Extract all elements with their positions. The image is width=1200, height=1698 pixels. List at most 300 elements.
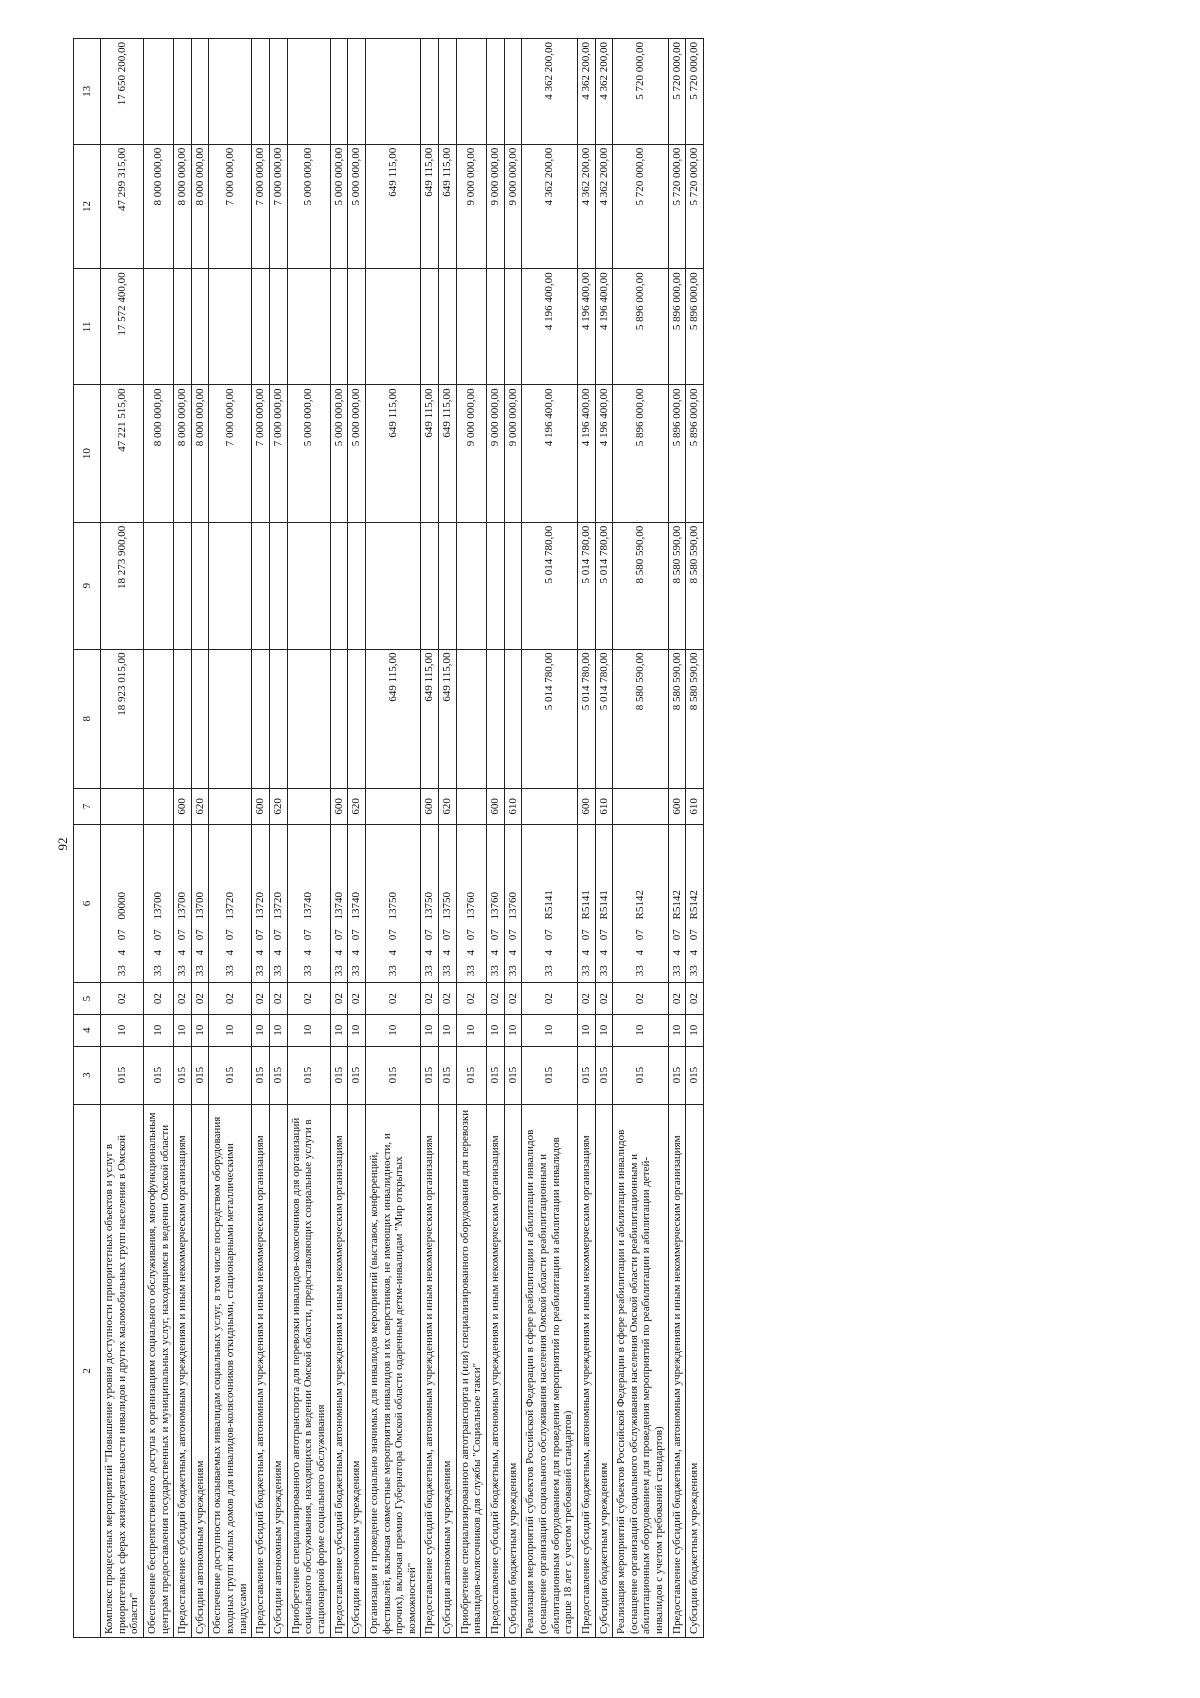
amount-cell: 5 896 000,00 xyxy=(686,385,704,522)
ministry-code-cell: 015 xyxy=(287,1046,330,1104)
section-code-cell: 10 xyxy=(686,1014,704,1046)
table-row xyxy=(143,39,173,1638)
amount-cell xyxy=(439,269,457,385)
header-cell: 10 xyxy=(74,385,101,522)
section-code-cell: 10 xyxy=(143,1014,173,1046)
target-article-cell: 33 4 07 13740 xyxy=(287,824,330,982)
amount-cell xyxy=(174,269,192,385)
expense-type-cell xyxy=(365,788,421,824)
ministry-code-cell: 015 xyxy=(613,1046,669,1104)
amount-cell xyxy=(209,649,252,788)
subsection-code-cell: 02 xyxy=(613,983,669,1015)
target-article-cell: 33 4 07 R5141 xyxy=(522,824,578,982)
ministry-code-cell: 015 xyxy=(577,1046,595,1104)
expense-type-cell: 610 xyxy=(686,788,704,824)
table-row xyxy=(348,39,366,1638)
header-cell: 12 xyxy=(74,144,101,269)
amount-cell xyxy=(365,269,421,385)
row-name-cell: Предоставление субсидий бюджетным, автономным учреждениям и иным некоммерческим организациям xyxy=(252,1104,270,1637)
amount-cell: 5 000 000,00 xyxy=(348,385,366,522)
ministry-code-cell: 015 xyxy=(209,1046,252,1104)
target-article-cell: 33 4 07 R5141 xyxy=(595,824,613,982)
amount-cell xyxy=(174,522,192,649)
amount-cell xyxy=(330,269,348,385)
row-name-cell: Обеспечение доступности оказываемых инвалидам социальных услуг, в том числе посредством оборудования входных групп жилых домов для инвалидов-колясочников откидными, стационарными металлическими пандусами xyxy=(209,1104,252,1637)
amount-cell xyxy=(174,649,192,788)
amount-cell xyxy=(439,522,457,649)
amount-cell xyxy=(365,39,421,145)
row-name-cell: Предоставление субсидий бюджетным, автономным учреждениям и иным некоммерческим организациям xyxy=(487,1104,505,1637)
amount-cell xyxy=(252,649,270,788)
amount-cell: 8 000 000,00 xyxy=(191,385,209,522)
amount-cell xyxy=(191,39,209,145)
amount-cell: 649 115,00 xyxy=(439,385,457,522)
amount-cell xyxy=(330,522,348,649)
section-code-cell: 10 xyxy=(365,1014,421,1046)
amount-cell: 649 115,00 xyxy=(421,385,439,522)
amount-cell xyxy=(209,39,252,145)
ministry-code-cell: 015 xyxy=(348,1046,366,1104)
table-row xyxy=(191,39,209,1638)
table-row xyxy=(504,39,522,1638)
target-article-cell: 33 4 07 R5142 xyxy=(668,824,686,982)
amount-cell xyxy=(487,522,505,649)
amount-cell: 4 362 200,00 xyxy=(577,39,595,145)
amount-cell: 4 196 400,00 xyxy=(595,385,613,522)
ministry-code-cell: 015 xyxy=(686,1046,704,1104)
amount-cell xyxy=(504,522,522,649)
table-row xyxy=(686,39,704,1638)
amount-cell: 7 000 000,00 xyxy=(252,385,270,522)
header-cell: 6 xyxy=(74,824,101,982)
amount-cell: 649 115,00 xyxy=(365,649,421,788)
table-row xyxy=(522,39,578,1638)
target-article-cell: 33 4 07 00000 xyxy=(101,824,144,982)
ministry-code-cell: 015 xyxy=(421,1046,439,1104)
amount-cell: 5 720 000,00 xyxy=(668,144,686,269)
table-row xyxy=(577,39,595,1638)
section-code-cell: 10 xyxy=(668,1014,686,1046)
target-article-cell: 33 4 07 13750 xyxy=(439,824,457,982)
subsection-code-cell: 02 xyxy=(191,983,209,1015)
amount-cell xyxy=(330,649,348,788)
row-name-cell: Субсидии бюджетным учреждениям xyxy=(686,1104,704,1637)
amount-cell: 8 000 000,00 xyxy=(174,385,192,522)
amount-cell: 17 572 400,00 xyxy=(101,269,144,385)
amount-cell: 4 362 200,00 xyxy=(595,39,613,145)
row-name-cell: Субсидии автономным учреждениям xyxy=(191,1104,209,1637)
budget-table-frame xyxy=(73,38,1173,1638)
amount-cell: 5 720 000,00 xyxy=(686,39,704,145)
target-article-cell: 33 4 07 13760 xyxy=(456,824,486,982)
amount-cell xyxy=(456,39,486,145)
amount-cell xyxy=(456,269,486,385)
header-cell: 11 xyxy=(74,269,101,385)
subsection-code-cell: 02 xyxy=(668,983,686,1015)
expense-type-cell: 600 xyxy=(577,788,595,824)
amount-cell: 649 115,00 xyxy=(365,385,421,522)
amount-cell: 7 000 000,00 xyxy=(209,385,252,522)
amount-cell: 649 115,00 xyxy=(421,649,439,788)
row-name-cell: Предоставление субсидий бюджетным, автономным учреждениям и иным некоммерческим организациям xyxy=(421,1104,439,1637)
amount-cell xyxy=(348,522,366,649)
amount-cell xyxy=(287,649,330,788)
amount-cell: 5 014 780,00 xyxy=(522,649,578,788)
amount-cell xyxy=(487,39,505,145)
subsection-code-cell: 02 xyxy=(330,983,348,1015)
amount-cell: 5 896 000,00 xyxy=(668,385,686,522)
ministry-code-cell: 015 xyxy=(522,1046,578,1104)
header-cell: 5 xyxy=(74,983,101,1015)
expense-type-cell: 620 xyxy=(439,788,457,824)
amount-cell: 5 000 000,00 xyxy=(330,144,348,269)
amount-cell xyxy=(143,39,173,145)
expense-type-cell: 610 xyxy=(504,788,522,824)
amount-cell xyxy=(365,522,421,649)
amount-cell xyxy=(252,39,270,145)
table-row xyxy=(365,39,421,1638)
subsection-code-cell: 02 xyxy=(252,983,270,1015)
row-name-cell: Субсидии бюджетным учреждениям xyxy=(504,1104,522,1637)
amount-cell: 4 362 200,00 xyxy=(577,144,595,269)
section-code-cell: 10 xyxy=(252,1014,270,1046)
expense-type-cell: 620 xyxy=(348,788,366,824)
amount-cell: 5 896 000,00 xyxy=(668,269,686,385)
amount-cell: 18 273 900,00 xyxy=(101,522,144,649)
section-code-cell: 10 xyxy=(270,1014,288,1046)
table-row xyxy=(421,39,439,1638)
row-name-cell: Предоставление субсидий бюджетным, автономным учреждениям и иным некоммерческим организациям xyxy=(174,1104,192,1637)
target-article-cell: 33 4 07 13720 xyxy=(252,824,270,982)
budget-table xyxy=(73,38,704,1638)
subsection-code-cell: 02 xyxy=(456,983,486,1015)
amount-cell xyxy=(348,269,366,385)
row-name-cell: Комплекс процессных мероприятий "Повышение уровня доступности приоритетных объектов и услуг в приоритетных сферах жизнедеятельности инвалидов и других маломобильных групп населения в Омской области" xyxy=(101,1104,144,1637)
amount-cell: 18 923 015,00 xyxy=(101,649,144,788)
amount-cell: 4 362 200,00 xyxy=(522,39,578,145)
row-name-cell: Реализация мероприятий субъектов Российской Федерации в сфере реабилитации и абилитации инвалидов (оснащение организаций социального обслуживания населения Омской области реабилитационным и абилитационным оборудованием для проведения мероприятий по реабилитации и абилитации инвалидов старше 18 лет с учетом требований стандартов) xyxy=(522,1104,578,1637)
row-name-cell: Реализация мероприятий субъектов Российской Федерации в сфере реабилитации и абилитации инвалидов (оснащение организаций социального обслуживания населения Омской области реабилитационным и абилитационным оборудованием для проведения мероприятий по реабилитации и абилитации детей-инвалидов с учетом требований стандартов) xyxy=(613,1104,669,1637)
header-cell: 8 xyxy=(74,649,101,788)
amount-cell xyxy=(270,522,288,649)
section-code-cell: 10 xyxy=(287,1014,330,1046)
ministry-code-cell: 015 xyxy=(504,1046,522,1104)
amount-cell: 9 000 000,00 xyxy=(487,144,505,269)
target-article-cell: 33 4 07 13740 xyxy=(330,824,348,982)
row-name-cell: Субсидии автономным учреждениям xyxy=(439,1104,457,1637)
amount-cell: 7 000 000,00 xyxy=(270,144,288,269)
ministry-code-cell: 015 xyxy=(101,1046,144,1104)
amount-cell xyxy=(174,39,192,145)
amount-cell: 8 580 590,00 xyxy=(668,522,686,649)
target-article-cell: 33 4 07 13740 xyxy=(348,824,366,982)
amount-cell: 9 000 000,00 xyxy=(504,144,522,269)
target-article-cell: 33 4 07 13750 xyxy=(365,824,421,982)
amount-cell xyxy=(421,39,439,145)
amount-cell: 9 000 000,00 xyxy=(456,144,486,269)
expense-type-cell: 600 xyxy=(487,788,505,824)
amount-cell: 5 014 780,00 xyxy=(595,649,613,788)
target-article-cell: 33 4 07 13700 xyxy=(174,824,192,982)
subsection-code-cell: 02 xyxy=(209,983,252,1015)
section-code-cell: 10 xyxy=(101,1014,144,1046)
expense-type-cell: 600 xyxy=(252,788,270,824)
amount-cell: 4 196 400,00 xyxy=(577,385,595,522)
expense-type-cell xyxy=(456,788,486,824)
amount-cell xyxy=(143,269,173,385)
table-row xyxy=(668,39,686,1638)
amount-cell: 4 196 400,00 xyxy=(577,269,595,385)
amount-cell: 649 115,00 xyxy=(365,144,421,269)
amount-cell: 649 115,00 xyxy=(439,649,457,788)
amount-cell: 9 000 000,00 xyxy=(504,385,522,522)
section-code-cell: 10 xyxy=(174,1014,192,1046)
target-article-cell: 33 4 07 13700 xyxy=(191,824,209,982)
expense-type-cell: 600 xyxy=(421,788,439,824)
amount-cell xyxy=(209,522,252,649)
amount-cell xyxy=(270,269,288,385)
amount-cell: 5 000 000,00 xyxy=(287,385,330,522)
expense-type-cell xyxy=(143,788,173,824)
expense-type-cell: 600 xyxy=(668,788,686,824)
row-name-cell: Субсидии автономным учреждениям xyxy=(348,1104,366,1637)
amount-cell: 5 014 780,00 xyxy=(577,522,595,649)
amount-cell xyxy=(487,269,505,385)
amount-cell: 8 000 000,00 xyxy=(191,144,209,269)
amount-cell xyxy=(421,522,439,649)
ministry-code-cell: 015 xyxy=(365,1046,421,1104)
subsection-code-cell: 02 xyxy=(577,983,595,1015)
amount-cell: 4 196 400,00 xyxy=(522,385,578,522)
amount-cell: 4 196 400,00 xyxy=(522,269,578,385)
subsection-code-cell: 02 xyxy=(595,983,613,1015)
row-name-cell: Предоставление субсидий бюджетным, автономным учреждениям и иным некоммерческим организациям xyxy=(577,1104,595,1637)
table-row xyxy=(270,39,288,1638)
expense-type-cell: 620 xyxy=(270,788,288,824)
table-row xyxy=(487,39,505,1638)
subsection-code-cell: 02 xyxy=(174,983,192,1015)
ministry-code-cell: 015 xyxy=(252,1046,270,1104)
amount-cell: 4 362 200,00 xyxy=(522,144,578,269)
amount-cell xyxy=(287,269,330,385)
table-row xyxy=(101,39,144,1638)
target-article-cell: 33 4 07 13720 xyxy=(209,824,252,982)
amount-cell xyxy=(252,522,270,649)
amount-cell xyxy=(348,649,366,788)
amount-cell xyxy=(143,649,173,788)
amount-cell xyxy=(504,649,522,788)
amount-cell: 8 580 590,00 xyxy=(613,522,669,649)
ministry-code-cell: 015 xyxy=(174,1046,192,1104)
ministry-code-cell: 015 xyxy=(143,1046,173,1104)
expense-type-cell xyxy=(613,788,669,824)
section-code-cell: 10 xyxy=(330,1014,348,1046)
amount-cell xyxy=(504,269,522,385)
amount-cell: 4 362 200,00 xyxy=(595,144,613,269)
header-cell: 2 xyxy=(74,1104,101,1637)
row-name-cell: Субсидии автономным учреждениям xyxy=(270,1104,288,1637)
table-row xyxy=(595,39,613,1638)
page-number: 92 xyxy=(55,837,70,851)
amount-cell xyxy=(456,522,486,649)
subsection-code-cell: 02 xyxy=(143,983,173,1015)
amount-cell xyxy=(252,269,270,385)
amount-cell xyxy=(456,649,486,788)
amount-cell: 9 000 000,00 xyxy=(456,385,486,522)
amount-cell: 8 000 000,00 xyxy=(143,144,173,269)
target-article-cell: 33 4 07 R5142 xyxy=(686,824,704,982)
amount-cell xyxy=(191,269,209,385)
amount-cell: 7 000 000,00 xyxy=(252,144,270,269)
amount-cell xyxy=(209,269,252,385)
expense-type-cell: 620 xyxy=(191,788,209,824)
amount-cell: 8 000 000,00 xyxy=(143,385,173,522)
amount-cell: 9 000 000,00 xyxy=(487,385,505,522)
amount-cell: 4 196 400,00 xyxy=(595,269,613,385)
table-row xyxy=(174,39,192,1638)
subsection-code-cell: 02 xyxy=(439,983,457,1015)
amount-cell xyxy=(143,522,173,649)
amount-cell: 47 221 515,00 xyxy=(101,385,144,522)
amount-cell xyxy=(348,39,366,145)
amount-cell xyxy=(487,649,505,788)
section-code-cell: 10 xyxy=(577,1014,595,1046)
ministry-code-cell: 015 xyxy=(668,1046,686,1104)
expense-type-cell xyxy=(522,788,578,824)
ministry-code-cell: 015 xyxy=(456,1046,486,1104)
amount-cell: 5 896 000,00 xyxy=(613,385,669,522)
amount-cell: 5 720 000,00 xyxy=(668,39,686,145)
amount-cell: 7 000 000,00 xyxy=(270,385,288,522)
ministry-code-cell: 015 xyxy=(270,1046,288,1104)
amount-cell: 5 896 000,00 xyxy=(686,269,704,385)
table-row xyxy=(252,39,270,1638)
row-name-cell: Предоставление субсидий бюджетным, автономным учреждениям и иным некоммерческим организациям xyxy=(668,1104,686,1637)
table-row xyxy=(456,39,486,1638)
target-article-cell: 33 4 07 13750 xyxy=(421,824,439,982)
header-cell: 13 xyxy=(74,39,101,145)
amount-cell: 5 720 000,00 xyxy=(613,144,669,269)
section-code-cell: 10 xyxy=(191,1014,209,1046)
subsection-code-cell: 02 xyxy=(487,983,505,1015)
expense-type-cell: 600 xyxy=(174,788,192,824)
section-code-cell: 10 xyxy=(487,1014,505,1046)
amount-cell: 5 014 780,00 xyxy=(595,522,613,649)
header-row xyxy=(74,39,101,1638)
section-code-cell: 10 xyxy=(613,1014,669,1046)
header-cell: 9 xyxy=(74,522,101,649)
amount-cell: 5 014 780,00 xyxy=(577,649,595,788)
amount-cell: 649 115,00 xyxy=(439,144,457,269)
row-name-cell: Предоставление субсидий бюджетным, автономным учреждениям и иным некоммерческим организациям xyxy=(330,1104,348,1637)
section-code-cell: 10 xyxy=(456,1014,486,1046)
amount-cell xyxy=(504,39,522,145)
amount-cell xyxy=(270,649,288,788)
row-name-cell: Приобретение специализированного автотранспорта для перевозки инвалидов-колясочников для организаций социального обслуживания, находящихся в ведении Омской области, предоставляющих социальные услуги в стационарной форме социального обслуживания xyxy=(287,1104,330,1637)
amount-cell: 8 580 590,00 xyxy=(613,649,669,788)
amount-cell: 5 000 000,00 xyxy=(330,385,348,522)
section-code-cell: 10 xyxy=(421,1014,439,1046)
expense-type-cell xyxy=(101,788,144,824)
section-code-cell: 10 xyxy=(348,1014,366,1046)
amount-cell xyxy=(330,39,348,145)
subsection-code-cell: 02 xyxy=(686,983,704,1015)
header-cell: 4 xyxy=(74,1014,101,1046)
header-cell: 7 xyxy=(74,788,101,824)
subsection-code-cell: 02 xyxy=(365,983,421,1015)
amount-cell: 5 000 000,00 xyxy=(287,144,330,269)
header-cell: 3 xyxy=(74,1046,101,1104)
section-code-cell: 10 xyxy=(504,1014,522,1046)
target-article-cell: 33 4 07 13720 xyxy=(270,824,288,982)
amount-cell: 5 720 000,00 xyxy=(686,144,704,269)
amount-cell: 47 299 315,00 xyxy=(101,144,144,269)
target-article-cell: 33 4 07 R5141 xyxy=(577,824,595,982)
expense-type-cell: 600 xyxy=(330,788,348,824)
table-row xyxy=(209,39,252,1638)
amount-cell xyxy=(287,39,330,145)
subsection-code-cell: 02 xyxy=(270,983,288,1015)
amount-cell xyxy=(191,649,209,788)
subsection-code-cell: 02 xyxy=(101,983,144,1015)
amount-cell xyxy=(287,522,330,649)
target-article-cell: 33 4 07 R5142 xyxy=(613,824,669,982)
ministry-code-cell: 015 xyxy=(191,1046,209,1104)
subsection-code-cell: 02 xyxy=(287,983,330,1015)
amount-cell: 8 000 000,00 xyxy=(174,144,192,269)
table-row xyxy=(439,39,457,1638)
row-name-cell: Субсидии бюджетным учреждениям xyxy=(595,1104,613,1637)
expense-type-cell xyxy=(287,788,330,824)
section-code-cell: 10 xyxy=(439,1014,457,1046)
table-row xyxy=(613,39,669,1638)
row-name-cell: Обеспечение беспрепятственного доступа к организациям социального обслуживания, многофункциональным центрам предоставления государственных и муниципальных услуг, находящимся в ведении Омской области xyxy=(143,1104,173,1637)
amount-cell xyxy=(421,269,439,385)
amount-cell xyxy=(270,39,288,145)
target-article-cell: 33 4 07 13760 xyxy=(504,824,522,982)
table-row xyxy=(287,39,330,1638)
ministry-code-cell: 015 xyxy=(595,1046,613,1104)
amount-cell: 8 580 590,00 xyxy=(686,522,704,649)
section-code-cell: 10 xyxy=(209,1014,252,1046)
amount-cell: 5 720 000,00 xyxy=(613,39,669,145)
amount-cell: 17 650 200,00 xyxy=(101,39,144,145)
amount-cell xyxy=(191,522,209,649)
section-code-cell: 10 xyxy=(595,1014,613,1046)
expense-type-cell: 610 xyxy=(595,788,613,824)
ministry-code-cell: 015 xyxy=(487,1046,505,1104)
row-name-cell: Приобретение специализированного автотранспорта и (или) специализированного оборудования для перевозки инвалидов-колясочников для службы "Социальное такси" xyxy=(456,1104,486,1637)
subsection-code-cell: 02 xyxy=(421,983,439,1015)
subsection-code-cell: 02 xyxy=(504,983,522,1015)
target-article-cell: 33 4 07 13760 xyxy=(487,824,505,982)
expense-type-cell xyxy=(209,788,252,824)
target-article-cell: 33 4 07 13700 xyxy=(143,824,173,982)
table-row xyxy=(330,39,348,1638)
amount-cell: 7 000 000,00 xyxy=(209,144,252,269)
ministry-code-cell: 015 xyxy=(330,1046,348,1104)
row-name-cell: Организация и проведение социально значимых для инвалидов мероприятий (выставок, конференций, фестивалей, включая совместные мероприятия инвалидов и их сверстников, не имеющих инвалидности, и прочих), включая премию Губернатора Омской области одаренным детям-инвалидам "Мир открытых возможностей" xyxy=(365,1104,421,1637)
amount-cell: 5 896 000,00 xyxy=(613,269,669,385)
amount-cell: 8 580 590,00 xyxy=(668,649,686,788)
subsection-code-cell: 02 xyxy=(348,983,366,1015)
amount-cell: 8 580 590,00 xyxy=(686,649,704,788)
ministry-code-cell: 015 xyxy=(439,1046,457,1104)
table-body xyxy=(101,39,704,1638)
amount-cell: 5 000 000,00 xyxy=(348,144,366,269)
section-code-cell: 10 xyxy=(522,1014,578,1046)
amount-cell: 5 014 780,00 xyxy=(522,522,578,649)
